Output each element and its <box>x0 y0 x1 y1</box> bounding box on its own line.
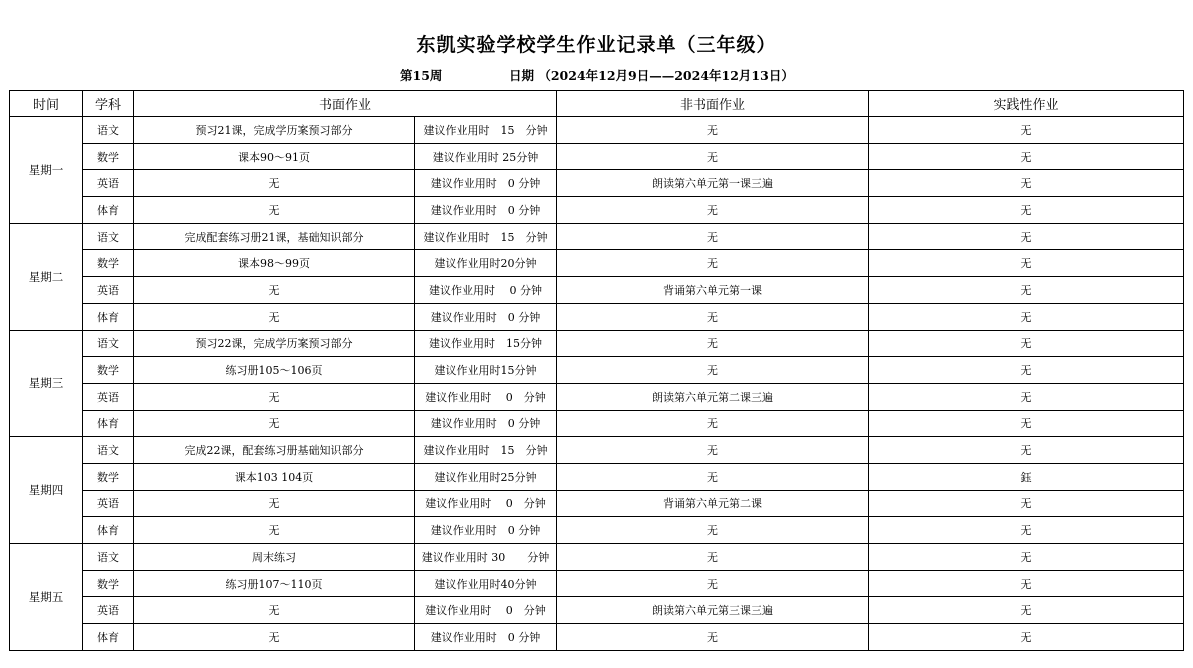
practice-homework-cell: 鈺 <box>869 463 1184 490</box>
day-cell: 星期五 <box>10 544 83 651</box>
suggested-time-cell: 建议作业用时 0 分钟 <box>415 517 557 544</box>
subject-cell: 体育 <box>83 624 134 651</box>
written-homework-cell: 无 <box>134 383 415 410</box>
table-row <box>10 357 1184 384</box>
suggested-time-cell: 建议作业用时 0 分钟 <box>415 597 557 624</box>
subject-cell: 语文 <box>83 223 134 250</box>
subject-cell: 体育 <box>83 410 134 437</box>
nonwritten-homework-cell: 无 <box>557 330 869 357</box>
nonwritten-homework-cell: 无 <box>557 570 869 597</box>
header-row <box>10 91 1184 117</box>
suggested-time-cell: 建议作业用时 15 分钟 <box>415 117 557 144</box>
practice-homework-cell: 无 <box>869 517 1184 544</box>
subject-cell: 语文 <box>83 330 134 357</box>
practice-homework-cell: 无 <box>869 223 1184 250</box>
day-cell: 星期三 <box>10 330 83 437</box>
practice-homework-cell: 无 <box>869 570 1184 597</box>
week-label: 第15周 <box>400 68 443 83</box>
written-homework-cell: 无 <box>134 490 415 517</box>
header-time: 时间 <box>10 91 83 117</box>
written-homework-cell: 周末练习 <box>134 544 415 571</box>
page-title: 东凯实验学校学生作业记录单（三年级） <box>416 34 777 56</box>
nonwritten-homework-cell: 朗读第六单元第一课三遍 <box>557 170 869 197</box>
written-homework-cell: 练习册105～106页 <box>134 357 415 384</box>
suggested-time-cell: 建议作业用时40分钟 <box>415 570 557 597</box>
written-homework-cell: 预习21课，完成学历案预习部分 <box>134 117 415 144</box>
nonwritten-homework-cell: 无 <box>557 143 869 170</box>
suggested-time-cell: 建议作业用时 0 分钟 <box>415 410 557 437</box>
table-row <box>10 170 1184 197</box>
suggested-time-cell: 建议作业用时 0 分钟 <box>415 277 557 304</box>
written-homework-cell: 无 <box>134 303 415 330</box>
practice-homework-cell: 无 <box>869 330 1184 357</box>
practice-homework-cell: 无 <box>869 197 1184 224</box>
practice-homework-cell: 无 <box>869 143 1184 170</box>
table-row <box>10 437 1184 464</box>
suggested-time-cell: 建议作业用时 0 分钟 <box>415 170 557 197</box>
practice-homework-cell: 无 <box>869 624 1184 651</box>
practice-homework-cell: 无 <box>869 250 1184 277</box>
suggested-time-cell: 建议作业用时25分钟 <box>415 463 557 490</box>
suggested-time-cell: 建议作业用时 15分钟 <box>415 330 557 357</box>
written-homework-cell: 无 <box>134 517 415 544</box>
table-row <box>10 463 1184 490</box>
suggested-time-cell: 建议作业用时20分钟 <box>415 250 557 277</box>
suggested-time-cell: 建议作业用时 0 分钟 <box>415 383 557 410</box>
written-homework-cell: 预习22课，完成学历案预习部分 <box>134 330 415 357</box>
subject-cell: 体育 <box>83 303 134 330</box>
table-row <box>10 570 1184 597</box>
table-row <box>10 624 1184 651</box>
nonwritten-homework-cell: 无 <box>557 250 869 277</box>
subject-cell: 英语 <box>83 277 134 304</box>
practice-homework-cell: 无 <box>869 383 1184 410</box>
nonwritten-homework-cell: 无 <box>557 357 869 384</box>
nonwritten-homework-cell: 无 <box>557 463 869 490</box>
table-row <box>10 410 1184 437</box>
subject-cell: 数学 <box>83 570 134 597</box>
table-row <box>10 330 1184 357</box>
suggested-time-cell: 建议作业用时 30 分钟 <box>415 544 557 571</box>
nonwritten-homework-cell: 无 <box>557 517 869 544</box>
nonwritten-homework-cell: 无 <box>557 117 869 144</box>
practice-homework-cell: 无 <box>869 410 1184 437</box>
suggested-time-cell: 建议作业用时 0 分钟 <box>415 490 557 517</box>
practice-homework-cell: 无 <box>869 303 1184 330</box>
nonwritten-homework-cell: 无 <box>557 437 869 464</box>
written-homework-cell: 无 <box>134 597 415 624</box>
written-homework-cell: 完成22课，配套练习册基础知识部分 <box>134 437 415 464</box>
subject-cell: 体育 <box>83 517 134 544</box>
subject-cell: 数学 <box>83 143 134 170</box>
table-row <box>10 544 1184 571</box>
nonwritten-homework-cell: 无 <box>557 624 869 651</box>
written-homework-cell: 无 <box>134 410 415 437</box>
day-cell: 星期二 <box>10 223 83 330</box>
subject-cell: 英语 <box>83 490 134 517</box>
header-practice: 实践性作业 <box>869 91 1184 117</box>
nonwritten-homework-cell: 无 <box>557 223 869 250</box>
practice-homework-cell: 无 <box>869 357 1184 384</box>
practice-homework-cell: 无 <box>869 490 1184 517</box>
date-range: 日期 （2024年12月9日——2024年12月13日） <box>509 68 794 83</box>
nonwritten-homework-cell: 朗读第六单元第三课三遍 <box>557 597 869 624</box>
table-row <box>10 303 1184 330</box>
suggested-time-cell: 建议作业用时 0 分钟 <box>415 197 557 224</box>
practice-homework-cell: 无 <box>869 170 1184 197</box>
written-homework-cell: 无 <box>134 170 415 197</box>
table-row <box>10 383 1184 410</box>
written-homework-cell: 无 <box>134 624 415 651</box>
suggested-time-cell: 建议作业用时 0 分钟 <box>415 303 557 330</box>
practice-homework-cell: 无 <box>869 544 1184 571</box>
nonwritten-homework-cell: 背诵第六单元第一课 <box>557 277 869 304</box>
practice-homework-cell: 无 <box>869 597 1184 624</box>
practice-homework-cell: 无 <box>869 437 1184 464</box>
written-homework-cell: 无 <box>134 197 415 224</box>
nonwritten-homework-cell: 无 <box>557 544 869 571</box>
suggested-time-cell: 建议作业用时15分钟 <box>415 357 557 384</box>
table-row <box>10 197 1184 224</box>
written-homework-cell: 完成配套练习册21课，基础知识部分 <box>134 223 415 250</box>
nonwritten-homework-cell: 朗读第六单元第二课三遍 <box>557 383 869 410</box>
table-row <box>10 490 1184 517</box>
subject-cell: 数学 <box>83 463 134 490</box>
header-subject: 学科 <box>83 91 134 117</box>
table-row <box>10 597 1184 624</box>
subject-cell: 体育 <box>83 197 134 224</box>
written-homework-cell: 课本90～91页 <box>134 143 415 170</box>
written-homework-cell: 课本98～99页 <box>134 250 415 277</box>
nonwritten-homework-cell: 背诵第六单元第二课 <box>557 490 869 517</box>
practice-homework-cell: 无 <box>869 117 1184 144</box>
practice-homework-cell: 无 <box>869 277 1184 304</box>
written-homework-cell: 课本103 104页 <box>134 463 415 490</box>
subject-cell: 语文 <box>83 117 134 144</box>
written-homework-cell: 练习册107～110页 <box>134 570 415 597</box>
table-row <box>10 250 1184 277</box>
table-row <box>10 223 1184 250</box>
homework-table <box>9 90 1184 651</box>
table-row <box>10 143 1184 170</box>
day-cell: 星期四 <box>10 437 83 544</box>
header-written: 书面作业 <box>134 91 557 117</box>
header-nonwritten: 非书面作业 <box>557 91 869 117</box>
subject-cell: 语文 <box>83 437 134 464</box>
suggested-time-cell: 建议作业用时 15 分钟 <box>415 437 557 464</box>
suggested-time-cell: 建议作业用时 0 分钟 <box>415 624 557 651</box>
subject-cell: 语文 <box>83 544 134 571</box>
subject-cell: 数学 <box>83 357 134 384</box>
table-body <box>10 117 1184 651</box>
written-homework-cell: 无 <box>134 277 415 304</box>
day-cell: 星期一 <box>10 117 83 224</box>
suggested-time-cell: 建议作业用时 25分钟 <box>415 143 557 170</box>
subject-cell: 英语 <box>83 383 134 410</box>
table-row <box>10 517 1184 544</box>
table-row <box>10 117 1184 144</box>
subject-cell: 英语 <box>83 597 134 624</box>
subject-cell: 数学 <box>83 250 134 277</box>
table-row <box>10 277 1184 304</box>
nonwritten-homework-cell: 无 <box>557 410 869 437</box>
nonwritten-homework-cell: 无 <box>557 197 869 224</box>
suggested-time-cell: 建议作业用时 15 分钟 <box>415 223 557 250</box>
nonwritten-homework-cell: 无 <box>557 303 869 330</box>
subject-cell: 英语 <box>83 170 134 197</box>
